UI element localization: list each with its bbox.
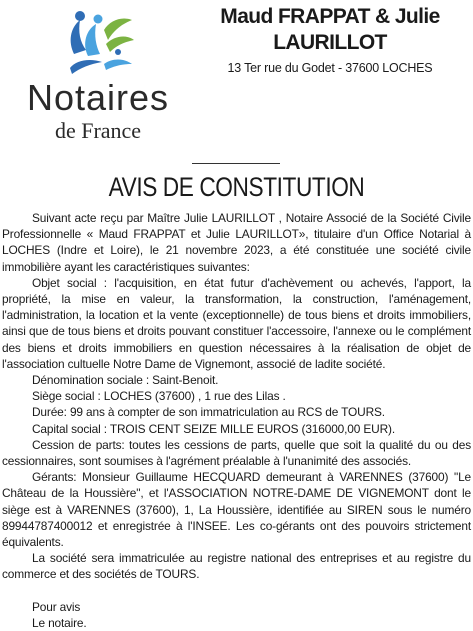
paragraph-duree: Durée: 99 ans à compter de son immatriculation au RCS de TOURS. (32, 405, 385, 420)
paragraph-immatriculation: La société sera immatriculée au registre national des entreprises et au registre du commerce et des sociétés de TOURS. (2, 551, 471, 582)
notice-title: AVIS DE CONSTITUTION (108, 172, 365, 202)
logo-emblem-icon (10, 10, 186, 82)
notary-names (196, 4, 464, 56)
header-divider (192, 163, 280, 164)
notaires-de-france-logo (10, 10, 186, 148)
notary-address: 13 Ter rue du Godet - 37600 LOCHES (227, 61, 433, 75)
closing-signature: Le notaire. (32, 615, 87, 630)
paragraph-intro: Suivant acte reçu par Maître Julie LAURILLOT , Notaire Associé de la Société Civile Professionnelle « Maud FRAPPAT et Julie LAURILLOT», titulaire d'un Office Notarial à LOCHES (Indre et Loire), le 21 novembre 2023, a été constituée une société civile immobilière ayant les caractéristiques suivantes: (2, 211, 471, 274)
closing-pour-avis: Pour avis (32, 599, 81, 614)
spacer (2, 583, 471, 599)
notice-body (2, 210, 471, 631)
paragraph-capital-social: Capital social : TROIS CENT SEIZE MILLE EUROS (316000,00 EUR). (32, 421, 395, 436)
paragraph-gerants: Gérants: Monsieur Guillaume HECQUARD demeurant à VARENNES (37600) "Le Château de la Houssière", et l'ASSOCIATION NOTRE-DAME DE VIGNEMONT dont le siège est à VARENNES (37600), 1, La Houssière, identifiée au SIREN sous le numéro 89944787400012 et enregistrée à l'INSEE. Les co-gérants ont des pouvoirs strictement équivalents. (2, 470, 471, 550)
paragraph-cession-parts: Cession de parts: toutes les cessions de parts, quelle que soit la qualité du ou des cessionnaires, sont soumises à l'agrément préalable à l'unanimité des associés. (2, 437, 471, 469)
logo-subtitle: de France (54, 118, 142, 143)
paragraph-denomination: Dénomination sociale : Saint-Benoit. (32, 373, 219, 388)
logo-wordmark: Notaires (26, 77, 170, 118)
notary-names-line-1: Maud FRAPPAT & Julie (220, 5, 440, 28)
paragraph-objet-social: Objet social : l'acquisition, en état futur d'achèvement ou achevés, l'apport, la propriété, la mise en valeur, la transformation, la construction, l'aménagement, l'administration, la location et la vente (exceptionnelle) de tous biens et droits immobiliers, ainsi que de tous biens et droits pouvant constituer l'accessoire, l'annexe ou le complément des biens et droits immobiliers en question nécessaires à la réalisation de objet de l'association cultuelle Notre Dame de Vignemont, associé de ladite société. (2, 275, 471, 371)
paragraph-siege-social: Siège social : LOCHES (37600) , 1 rue des Lilas . (32, 389, 286, 404)
notary-names-line-2: LAURILLOT (273, 31, 387, 54)
